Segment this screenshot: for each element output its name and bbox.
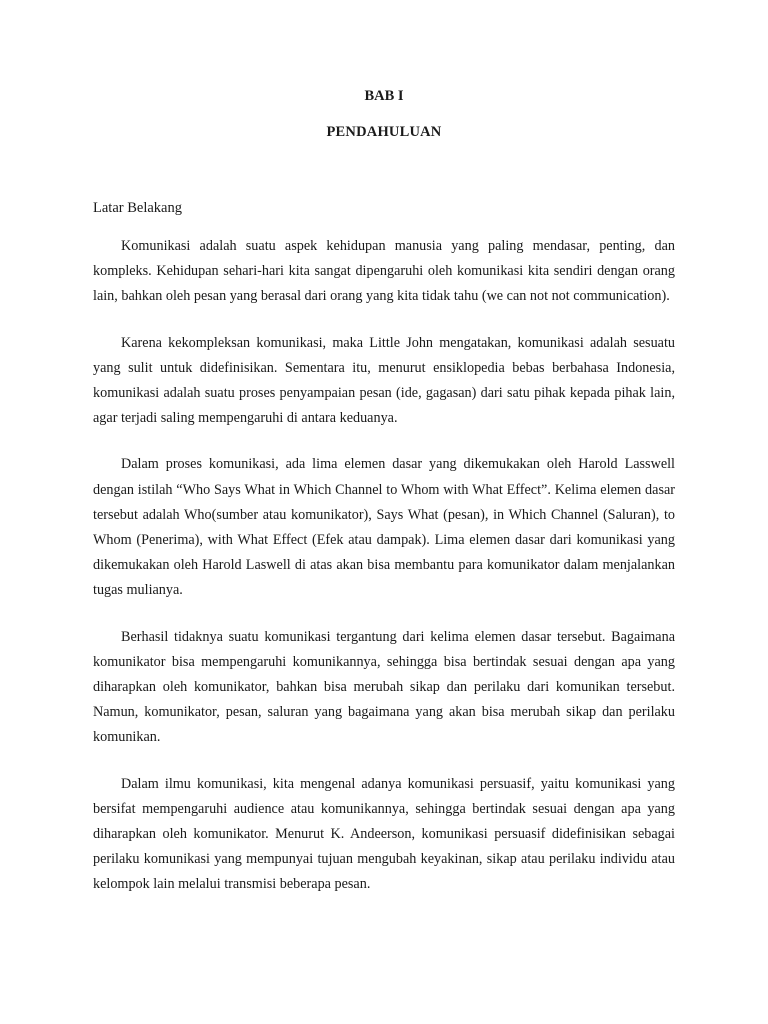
- paragraph-2: Karena kekompleksan komunikasi, maka Little John mengatakan, komunikasi adalah sesuatu yang sulit untuk didefinisikan. Sementara itu, menurut ensiklopedia bebas berbahasa Indonesia, komunikasi adalah suatu proses penyampaian pesan (ide, gagasan) dari satu pihak kepada pihak lain, agar terjadi saling mempengaruhi di antara keduanya.: [93, 334, 675, 427]
- paragraph-1: Komunikasi adalah suatu aspek kehidupan manusia yang paling mendasar, penting, dan kompleks. Kehidupan sehari-hari kita sangat dipengaruhi oleh komunikasi kita sendiri dengan orang lain, bahkan oleh pesan yang berasal dari orang yang kita tidak tahu (we can not not communication).: [93, 238, 675, 305]
- paragraph-4: Berhasil tidaknya suatu komunikasi tergantung dari kelima elemen dasar tersebut. Bagaimana komunikator bisa mempengaruhi komunikannya, sehingga bisa bertindak sesuai dengan apa yang diharapkan oleh komunikator, bahkan bisa merubah sikap dan perilaku dari komunikan tersebut. Namun, komunikator, pesan, saluran yang bagaimana yang akan bisa merubah sikap dan perilaku komunikan.: [93, 628, 675, 746]
- chapter-title: PENDAHULUAN: [326, 124, 442, 140]
- section-heading: Latar Belakang: [93, 200, 182, 216]
- chapter-number: BAB I: [364, 88, 404, 104]
- paragraph-5: Dalam ilmu komunikasi, kita mengenal adanya komunikasi persuasif, yaitu komunikasi yang bersifat mempengaruhi audience atau komunikannya, sehingga bertindak sesuai dengan apa yang diharapkan oleh komunikator. Menurut K. Andeerson, komunikasi persuasif didefinisikan sebagai perilaku komunikasi yang mempunyai tujuan mengubah keyakinan, sikap atau perilaku individu atau kelompok lain melalui transmisi beberapa pesan.: [93, 775, 675, 893]
- paragraph-3: Dalam proses komunikasi, ada lima elemen dasar yang dikemukakan oleh Harold Lasswell dengan istilah “Who Says What in Which Channel to Whom with What Effect”. Kelima elemen dasar tersebut adalah Who(sumber atau komunikator), Says What (pesan), in Which Channel (Saluran), to Whom (Penerima), with What Effect (Efek atau dampak). Lima elemen dasar dari komunikasi yang dikemukakan oleh Harold Laswell di atas akan bisa membantu para komunikator dalam menjalankan tugas mulianya.: [93, 456, 675, 599]
- body-text: [93, 234, 675, 919]
